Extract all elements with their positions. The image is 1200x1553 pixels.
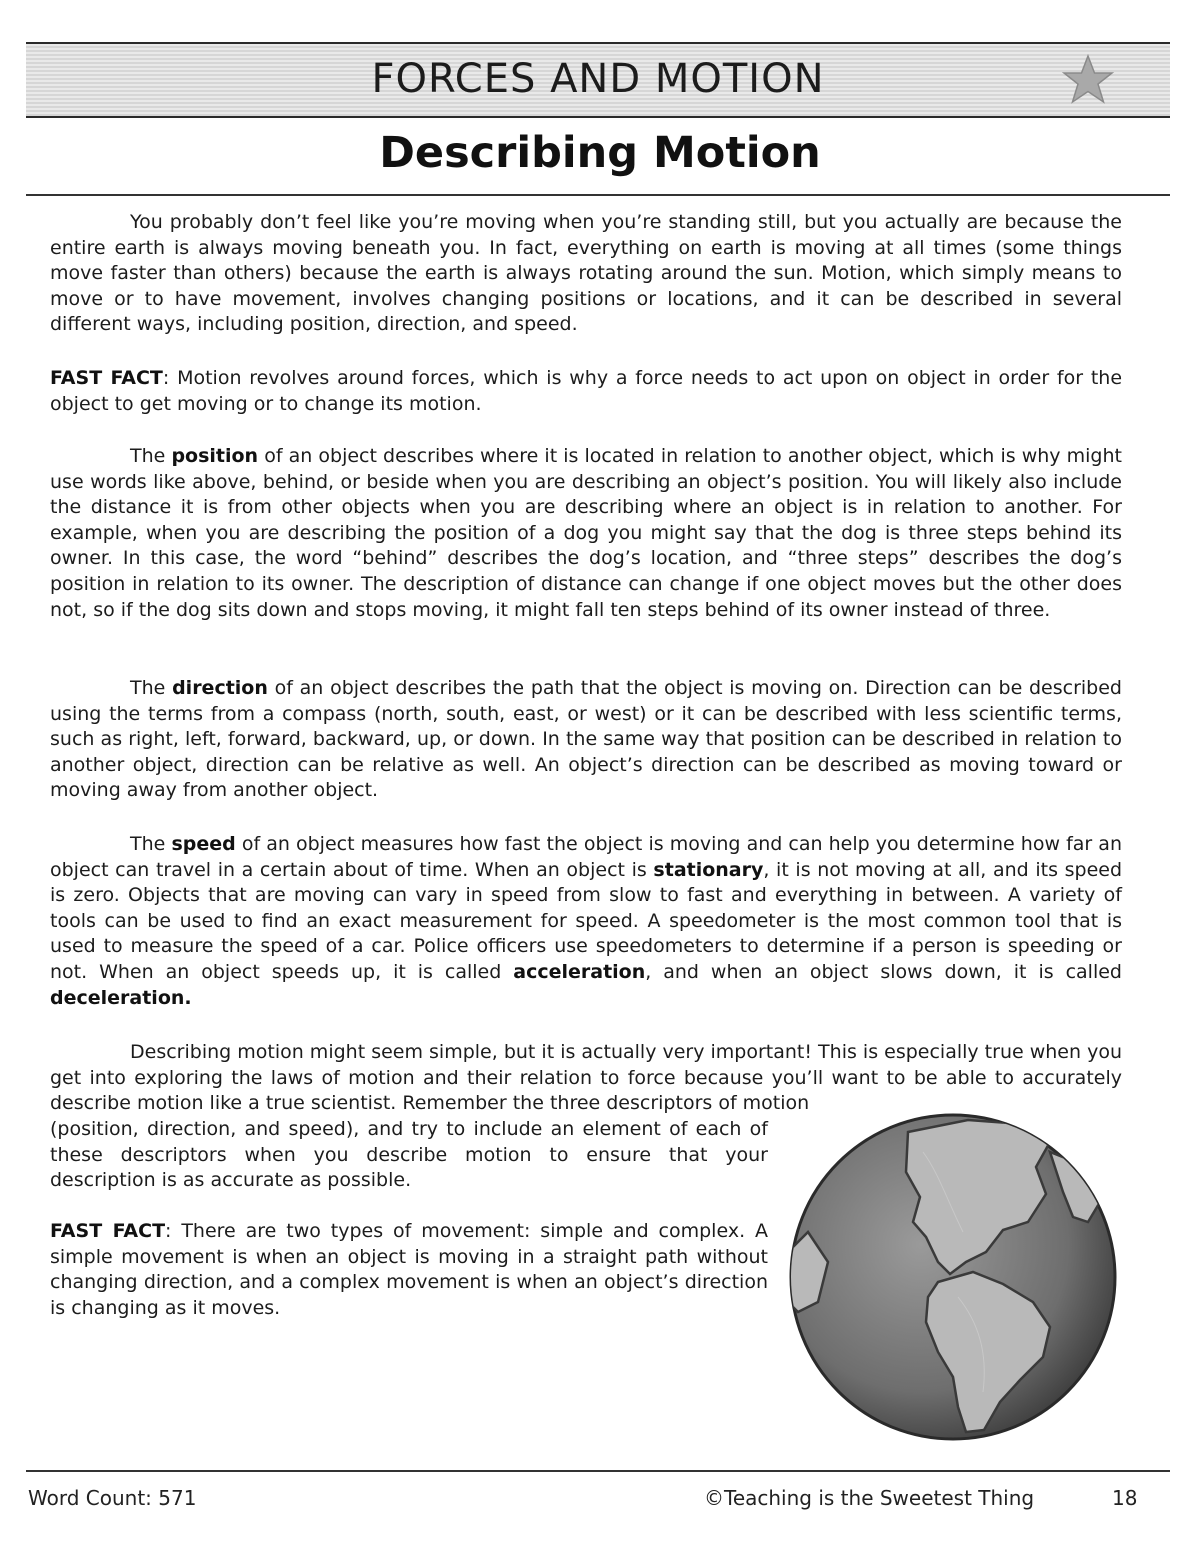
term-direction: direction: [172, 677, 268, 699]
fast-fact-label: FAST FACT: [50, 367, 163, 389]
summary-paragraph: Describing motion might seem simple, but it is actually very important! This is especially true when you get into exploring the laws of motion and their relation to force because you’ll want to be able to accurately describe motion like a true scientist. Remember the three descriptors of motion: [50, 1041, 1122, 1115]
summary-paragraph-continued: (position, direction, and speed), and try to include an element of each of these descriptors when you describe motion to ensure that your description is as accurate as possible.: [50, 1118, 768, 1192]
page-number: 18: [1112, 1486, 1138, 1510]
word-count: Word Count: 571: [28, 1486, 197, 1510]
copyright-credit: ©Teaching is the Sweetest Thing: [704, 1486, 1035, 1510]
globe-illustration: [788, 1112, 1118, 1442]
term-position: position: [171, 445, 259, 467]
fast-fact-1: FAST FACT: Motion revolves around forces, which is why a force needs to act upon on object in order for the object to get moving or to change its motion.: [50, 367, 1123, 415]
direction-paragraph: The direction of an object describes the path that the object is moving on. Direction can be described using the terms from a compass (north, south, east, or west) or it can be described with less scientific terms, such as right, left, forward, backward, up, or down. In the same way that position can be described in relation to another object, direction can be relative as well. An object’s direction can be described as moving toward or moving away from another object.: [50, 677, 1122, 802]
page-title: Describing Motion: [379, 128, 821, 178]
unit-title: FORCES AND MOTION: [371, 56, 825, 102]
intro-paragraph: You probably don’t feel like you’re moving when you’re standing still, but you actually are because the entire earth is always moving beneath you. In fact, everything on earth is moving at all times (some things move faster than others) because the earth is always rotating around the sun. Motion, which simply means to move or to have movement, involves changing positions or locations, and it can be described in several different ways, including position, direction, and speed.: [50, 211, 1122, 336]
position-paragraph: The position of an object describes where it is located in relation to another object, which is why might use words like above, behind, or beside when you are describing an object’s position. You will likely also include the distance it is from other objects when you are describing where an object is in relation to another. For example, when you are describing the position of a dog you might say that the dog is three steps behind its owner. In this case, the word “behind” describes the dog’s location, and “three steps” describes the dog’s position in relation to its owner. The description of distance can change if one object moves but the other does not, so if the dog sits down and stops moving, it might fall ten steps behind of its owner instead of three.: [50, 445, 1122, 621]
footer-divider: [26, 1470, 1170, 1472]
fast-fact-2: FAST FACT: There are two types of movement: simple and complex. A simple movement is when an object is moving in a straight path without changing direction, and a complex movement is when an object’s direction is changing as it moves.: [50, 1220, 768, 1319]
title-divider: [26, 194, 1170, 196]
header-banner: [26, 42, 1170, 118]
term-acceleration: acceleration: [513, 960, 646, 983]
term-deceleration: deceleration.: [50, 986, 192, 1009]
fast-fact-label: FAST FACT: [50, 1220, 166, 1242]
term-speed: speed: [171, 833, 236, 855]
term-stationary: stationary: [653, 858, 764, 881]
speed-paragraph: The speed of an object measures how fast the object is moving and can help you determine how far an object can travel in a certain about of time. When an object is stationary, it is not moving at all, and its speed is zero. Objects that are moving can vary in speed from slow to fast and everything in between. A variety of tools can be used to find an exact measurement for speed. A speedometer is the most common tool that is used to measure the speed of a car. Police officers use speedometers to determine if a person is speeding or not. When an object speeds up, it is called acceleration, and when an object slows down, it is called deceleration.: [50, 833, 1123, 1009]
star-icon: [1060, 52, 1116, 108]
